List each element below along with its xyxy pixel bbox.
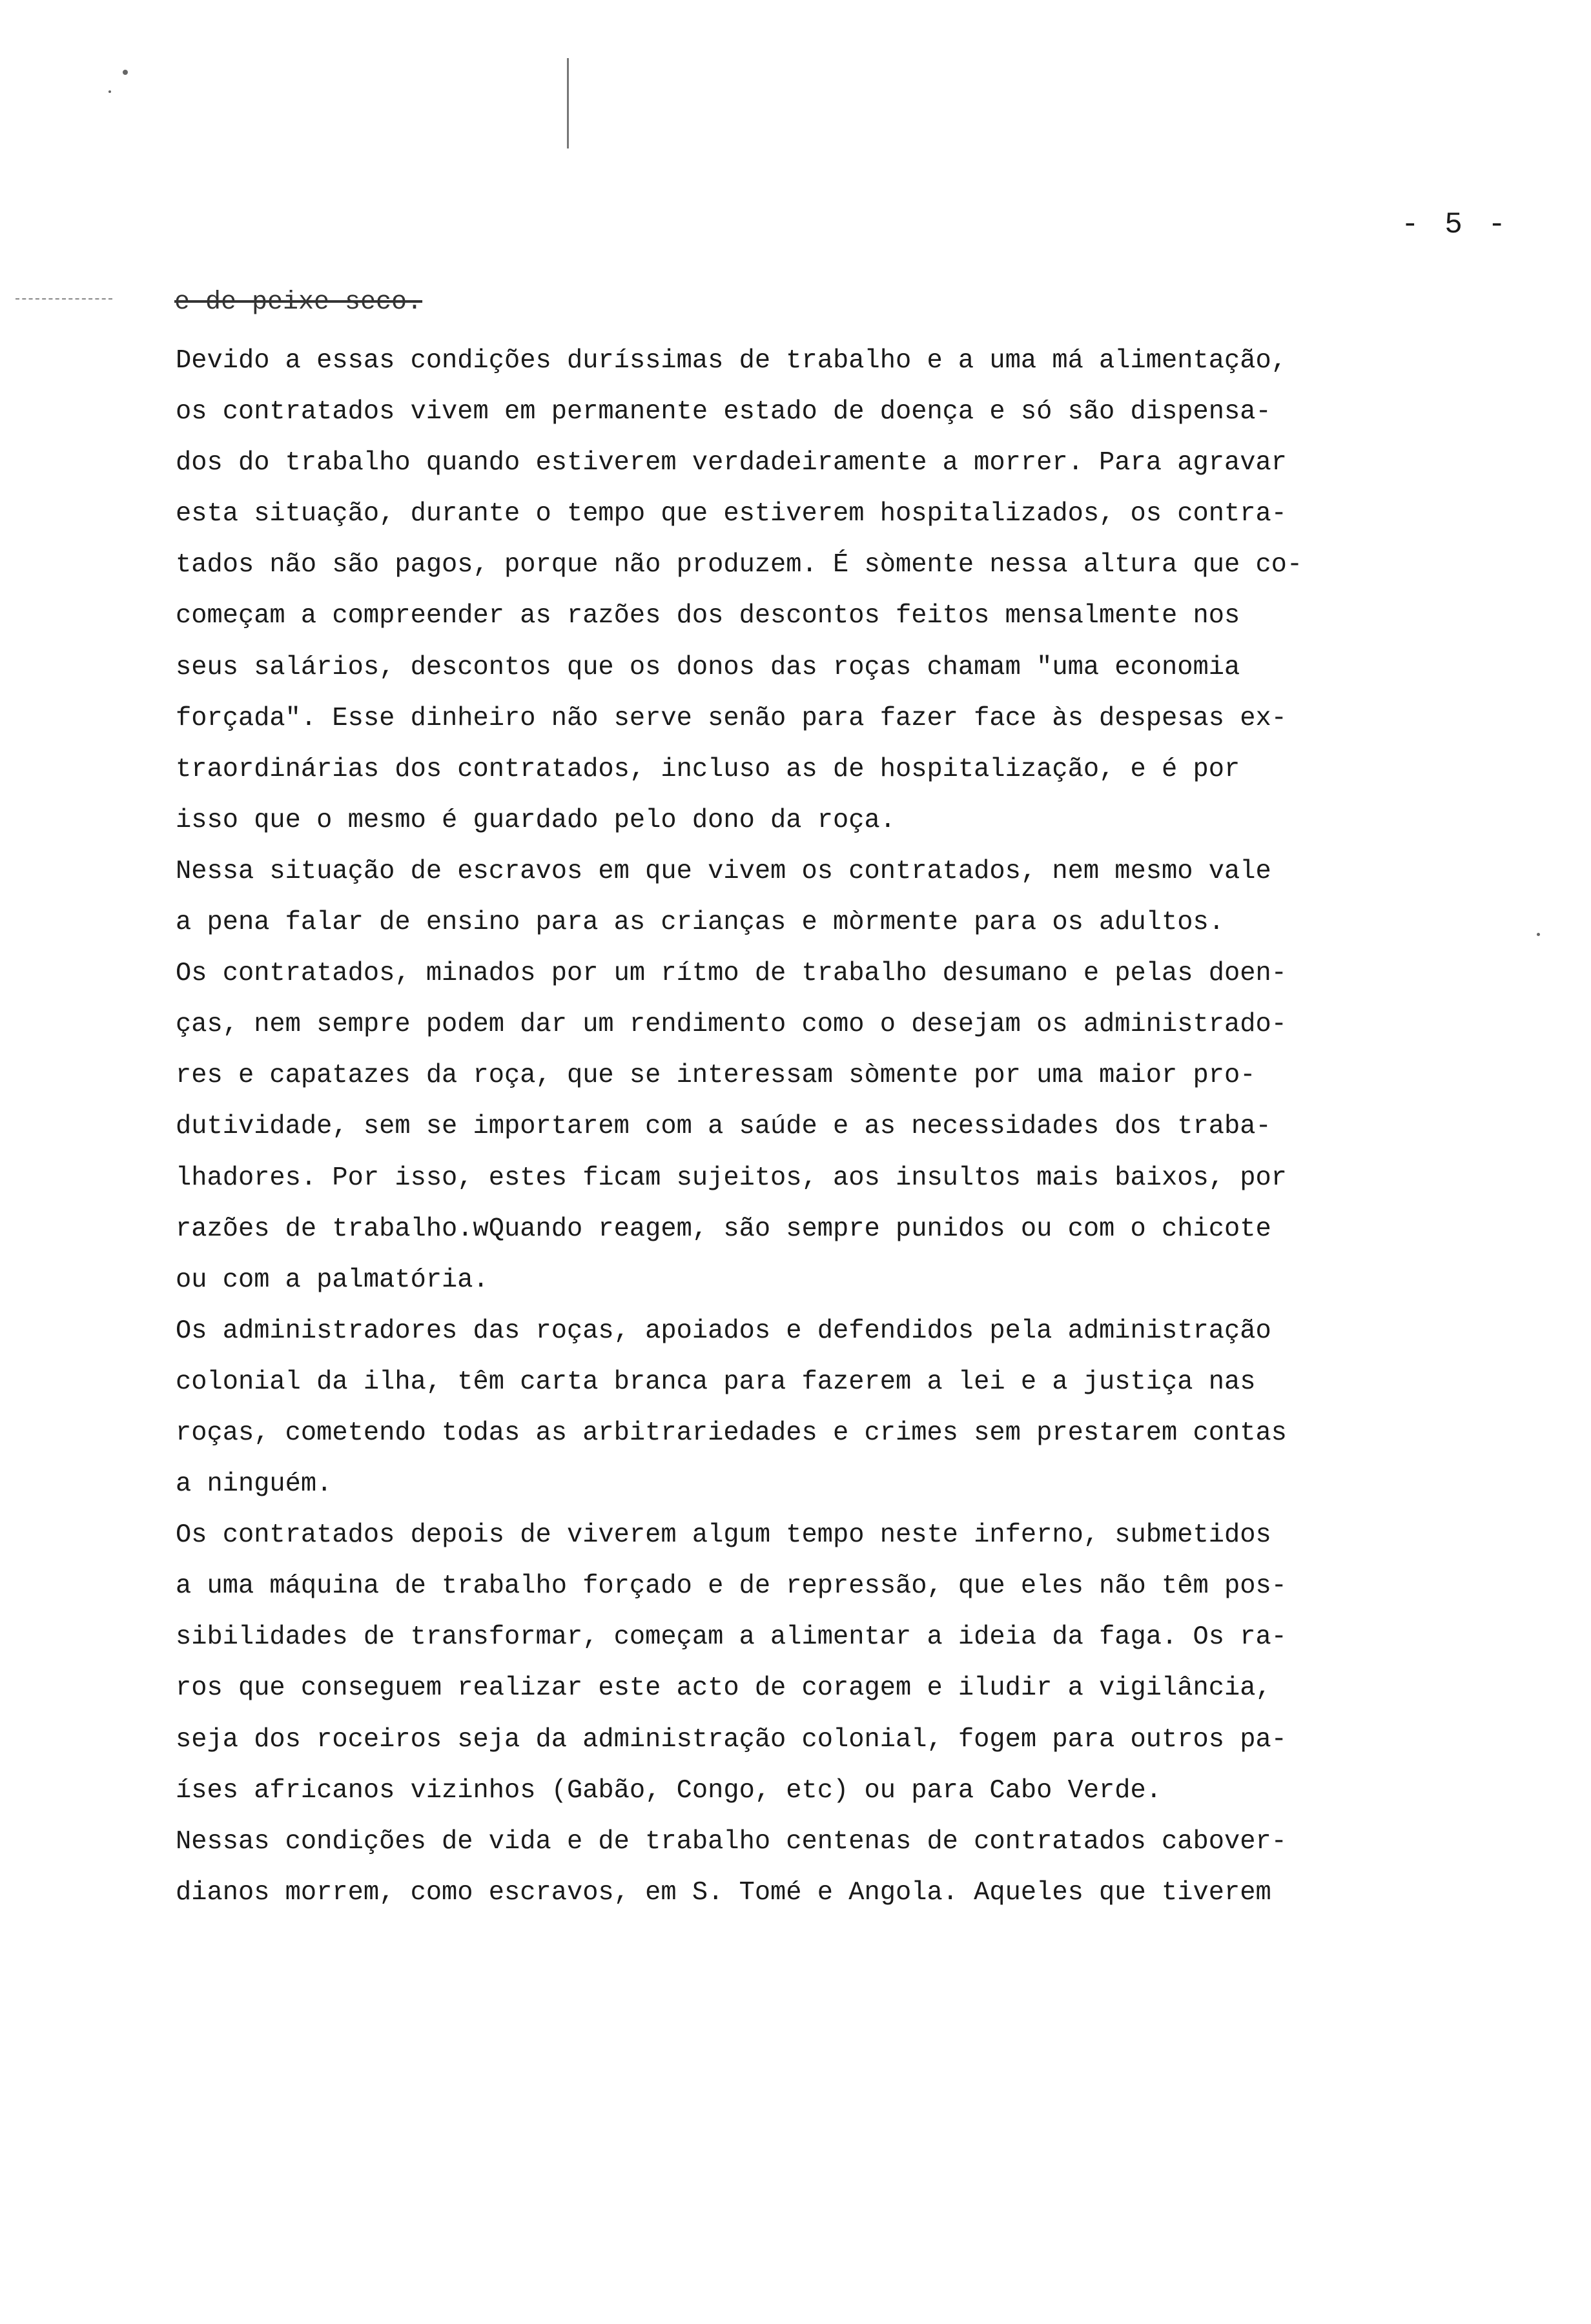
- text-line: esta situação, durante o tempo que estiverem hospitalizados, os contra-: [176, 499, 1287, 529]
- text-line: Os contratados, minados por um rítmo de trabalho desumano e pelas doen-: [176, 959, 1287, 989]
- text-line: forçada". Esse dinheiro não serve senão para fazer face às despesas ex-: [176, 703, 1287, 733]
- text-line: ros que conseguem realizar este acto de coragem e iludir a vigilância,: [176, 1673, 1271, 1704]
- text-line: Os contratados depois de viverem algum tempo neste inferno, submetidos: [176, 1520, 1271, 1551]
- text-line: a uma máquina de trabalho forçado e de repressão, que eles não têm pos-: [176, 1571, 1287, 1602]
- text-line: razões de trabalho.wQuando reagem, são sempre punidos ou com o chicote: [176, 1214, 1271, 1244]
- text-line: colonial da ilha, têm carta branca para fazerem a lei e a justiça nas: [176, 1367, 1256, 1397]
- body-text: [176, 336, 1545, 1919]
- text-line: roças, cometendo todas as arbitrariedades e crimes sem prestarem contas: [176, 1418, 1287, 1448]
- scan-mark: [567, 58, 569, 148]
- margin-dash: [15, 298, 112, 300]
- text-line: seja dos roceiros seja da administração colonial, fogem para outros pa-: [176, 1724, 1287, 1755]
- text-line: lhadores. Por isso, estes ficam sujeitos, aos insultos mais baixos, por: [176, 1163, 1287, 1193]
- text-line: ou com a palmatória.: [176, 1265, 489, 1295]
- scan-speck: [108, 90, 111, 93]
- text-line: dutividade, sem se importarem com a saúde e as necessidades dos traba-: [176, 1112, 1271, 1142]
- text-line: sibilidades de transformar, começam a alimentar a ideia da faga. Os ra-: [176, 1622, 1287, 1653]
- text-line: tados não são pagos, porque não produzem. É sòmente nessa altura que co-: [176, 550, 1303, 580]
- text-line: íses africanos vizinhos (Gabão, Congo, etc) ou para Cabo Verde.: [176, 1775, 1162, 1806]
- text-line: seus salários, descontos que os donos das roças chamam "uma economia: [176, 652, 1240, 682]
- text-line: Nessa situação de escravos em que vivem os contratados, nem mesmo vale: [176, 856, 1271, 886]
- text-line: res e capatazes da roça, que se interessam sòmente por uma maior pro-: [176, 1061, 1256, 1091]
- scan-speck: [123, 70, 128, 75]
- text-line: isso que o mesmo é guardado pelo dono da roça.: [176, 805, 896, 835]
- text-line: dianos morrem, como escravos, em S. Tomé e Angola. Aqueles que tiverem: [176, 1877, 1271, 1908]
- text-line: os contratados vivem em permanente estado de doença e só são dispensa-: [176, 397, 1271, 427]
- text-line: Os administradores das roças, apoiados e defendidos pela administração: [176, 1316, 1271, 1346]
- text-line: Devido a essas condições duríssimas de trabalho e a uma má alimentação,: [176, 346, 1287, 376]
- struck-out-text: e de peixe seco.: [174, 288, 423, 317]
- text-line: começam a compreender as razões dos descontos feitos mensalmente nos: [176, 601, 1240, 631]
- page-number: - 5 -: [1401, 208, 1510, 241]
- text-line: a ninguém.: [176, 1469, 333, 1500]
- text-line: ças, nem sempre podem dar um rendimento como o desejam os administrado-: [176, 1010, 1287, 1040]
- text-line: dos do trabalho quando estiverem verdadeiramente a morrer. Para agravar: [176, 448, 1287, 478]
- text-line: a pena falar de ensino para as crianças e mòrmente para os adultos.: [176, 908, 1224, 938]
- text-line: Nessas condições de vida e de trabalho centenas de contratados cabover-: [176, 1826, 1287, 1857]
- text-line: traordinárias dos contratados, incluso as de hospitalização, e é por: [176, 754, 1240, 784]
